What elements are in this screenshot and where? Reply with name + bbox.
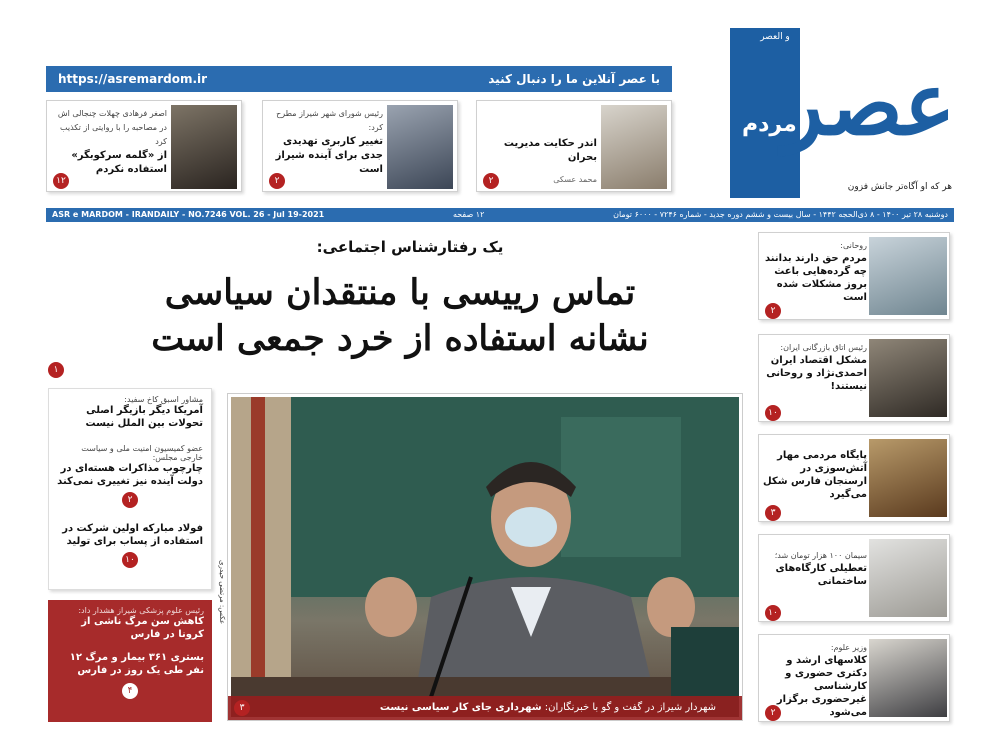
right-item-photo bbox=[869, 439, 947, 517]
main-headline-line1: تماس رییسی با منتقدان سیاسی bbox=[164, 272, 636, 313]
left-item-kicker: عضو کمیسیون امنیت ملی و سیاست خارجی مجلس: bbox=[81, 444, 203, 462]
teaser-photo bbox=[171, 105, 237, 189]
right-item-science-minister[interactable] bbox=[758, 634, 950, 722]
teaser-headline: تغییر کاربری تهدیدی جدی برای آینده شیراز است bbox=[275, 136, 383, 175]
right-item-kicker: سیمان ۱۰۰ هزار تومان شد؛ bbox=[774, 551, 867, 560]
right-item-headline: کلاسهای ارشد و دکتری حضوری و کارشناسی غیرحضوری برگزار می‌شود bbox=[776, 655, 867, 718]
teaser-kicker: اصغر فرهادی چهلات چنجالی اش در مصاحبه را با روایتی از تکذیب کرد bbox=[57, 109, 167, 146]
page-badge: ۱۰ bbox=[122, 552, 138, 568]
right-item-chamber[interactable] bbox=[758, 334, 950, 422]
redbox-headline-1: کاهش سن مرگ ناشی از کرونا در فارس bbox=[81, 616, 204, 640]
left-item-headline: چارچوب مذاکرات هسته‌ای در دولت آینده نیز تغییری نمی‌کند bbox=[57, 463, 203, 487]
caption-headline: شهرداری جای کار سیاسی نیست bbox=[379, 702, 542, 713]
right-item-fire[interactable] bbox=[758, 434, 950, 522]
teaser-land-use[interactable] bbox=[262, 100, 458, 192]
page-badge: ۲ bbox=[483, 173, 499, 189]
right-item-photo bbox=[869, 339, 947, 417]
right-item-kicker: وزیر علوم: bbox=[830, 643, 867, 652]
left-item-headline: آمریکا دیگر بازیگر اصلی تحولات بین الملل نیست bbox=[85, 405, 203, 429]
masthead-edition-tab: و العصر bbox=[752, 28, 798, 46]
page-badge: ۱۰ bbox=[765, 605, 781, 621]
page-badge: ۲ bbox=[269, 173, 285, 189]
main-page-badge: ۱ bbox=[48, 362, 64, 378]
masthead-tagline: هر که او آگاه‌تر جانش فزون bbox=[847, 182, 952, 192]
left-item[interactable] bbox=[57, 444, 203, 508]
right-item-headline: مردم حق دارند بدانند چه گرده‌هایی باعث بروز مشکلات شده است bbox=[765, 253, 867, 303]
right-item-headline: پایگاه مردمی مهار آتش‌سوزی در ارسنجان فارس شکل می‌گیرد bbox=[763, 450, 867, 500]
main-headline-line2: نشانه استفاده از خرد جمعی است bbox=[151, 318, 649, 359]
teaser-headline: از «گلمه سرکوبگر» استفاده نکردم bbox=[71, 150, 167, 175]
page-badge: ۴ bbox=[122, 683, 138, 699]
caption-kicker: شهردار شیراز در گفت و گو با خبرنگاران: bbox=[544, 702, 716, 713]
issue-info-strip bbox=[46, 208, 954, 222]
page-badge: ۲ bbox=[765, 303, 781, 319]
right-item-photo bbox=[869, 539, 947, 617]
right-item-kicker: روحانی: bbox=[840, 241, 867, 250]
masthead-logo: عصر bbox=[782, 54, 956, 155]
online-banner bbox=[46, 66, 672, 92]
teaser-farhadi[interactable] bbox=[46, 100, 242, 192]
right-item-headline: مشکل اقتصاد ایران احمدی‌نژاد و روحانی نیستند! bbox=[766, 355, 867, 392]
teaser-photo bbox=[387, 105, 453, 189]
issue-info-en: ASR e MARDOM - IRANDAILY - NO.7246 VOL. 26 - Jul 19-2021 bbox=[52, 210, 325, 219]
right-item-kicker: رئیس اتاق بازرگانی ایران: bbox=[780, 343, 867, 352]
left-item[interactable] bbox=[57, 522, 203, 568]
teaser-byline: محمد عسکی bbox=[553, 175, 597, 184]
left-item[interactable] bbox=[57, 395, 203, 430]
page-badge: ۲ bbox=[122, 492, 138, 508]
right-item-rouhani[interactable] bbox=[758, 232, 950, 320]
right-item-cement[interactable] bbox=[758, 534, 950, 622]
issue-pages: ۱۲ صفحه bbox=[452, 210, 485, 219]
photo-credit: عکس: مرتضی حیدری bbox=[218, 560, 226, 625]
main-headline[interactable] bbox=[120, 270, 680, 362]
covid-red-box[interactable] bbox=[48, 600, 212, 722]
teaser-headline: اندر حکایت مدیریت بحران bbox=[503, 138, 597, 163]
banner-url[interactable]: https://asremardom.ir bbox=[58, 72, 208, 86]
left-item-kicker: مشاور اسبق کاخ سفید: bbox=[124, 395, 203, 404]
banner-text: با عصر آنلاین ما را دنبال کنید bbox=[488, 72, 660, 86]
main-kicker: یک رفتارشناس اجتماعی: bbox=[316, 238, 504, 256]
page-badge: ۳ bbox=[765, 505, 781, 521]
right-item-photo bbox=[869, 237, 947, 315]
teaser-kicker: رئیس شورای شهر شیراز مطرح کرد: bbox=[276, 109, 383, 132]
issue-info-fa: دوشنبه ۲۸ تیر ۱۴۰۰ - ۸ ذی‌الحجه ۱۴۴۲ - سال بیست و ششم دوره جدید - شماره ۷۲۴۶ - ۶۰۰۰ تومان bbox=[613, 210, 948, 219]
page-badge: ۱۲ bbox=[53, 173, 69, 189]
redbox-kicker: رئیس علوم پزشکی شیراز هشدار داد: bbox=[78, 606, 204, 615]
main-photo bbox=[228, 394, 742, 720]
page-badge: ۲ bbox=[765, 705, 781, 721]
photo-caption[interactable] bbox=[228, 696, 742, 720]
teaser-crisis[interactable] bbox=[476, 100, 672, 192]
teaser-photo bbox=[601, 105, 667, 189]
masthead-logo-sub: مردم bbox=[742, 112, 797, 137]
redbox-headline-2: بستری ۳۶۱ بیمار و مرگ ۱۲ نفر طی یک روز در فارس bbox=[69, 652, 204, 676]
left-news-column bbox=[48, 388, 212, 590]
left-item-headline: فولاد مبارکه اولین شرکت در استفاده از پساب برای تولید bbox=[62, 523, 203, 547]
right-item-headline: تعطیلی کارگاه‌های ساختمانی bbox=[775, 563, 867, 587]
page-badge: ۱۰ bbox=[765, 405, 781, 421]
caption-page-badge: ۳ bbox=[234, 700, 250, 716]
right-item-photo bbox=[869, 639, 947, 717]
